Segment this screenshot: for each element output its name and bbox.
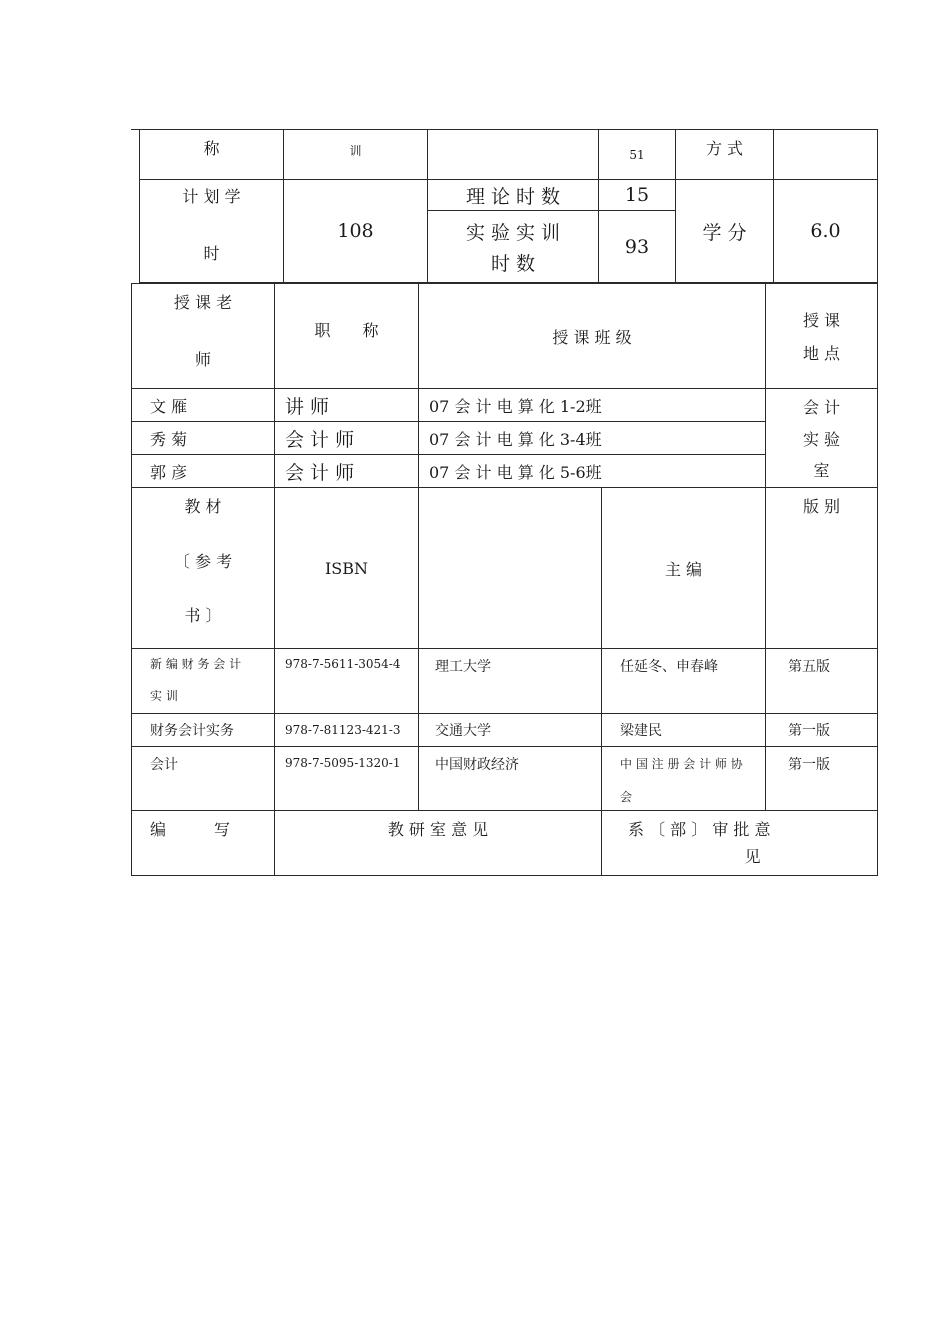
publisher-header	[419, 488, 602, 649]
editor-header: 主 编	[602, 488, 766, 649]
theory-hours-label: 理 论 时 数	[428, 180, 599, 211]
practice-hours-label: 实 验 实 训 时 数	[428, 211, 599, 283]
book-edition: 第一版	[766, 747, 878, 811]
book-isbn: 978-7-5611-3054-4	[275, 649, 419, 714]
book-editor: 中 国 注 册 会 计 师 协 会	[602, 747, 766, 811]
book-editor: 梁建民	[602, 714, 766, 747]
book-row	[132, 747, 878, 811]
textbook-header: 教 材 〔 参 考 书 〕	[132, 488, 275, 649]
teacher-title: 讲 师	[275, 389, 419, 422]
teacher-name: 郭 彦	[132, 455, 275, 488]
course-info-table	[139, 129, 878, 283]
teacher-row	[132, 389, 878, 422]
teacher-class: 07 会 计 电 算 化 3-4班	[419, 422, 766, 455]
course-name-label: 称	[140, 130, 284, 180]
book-title: 新 编 财 务 会 计 实 训	[132, 649, 275, 714]
credit-value: 6.0	[774, 180, 878, 283]
teaching-plan-table	[131, 283, 878, 876]
book-edition: 第五版	[766, 649, 878, 714]
course-blank-cell	[428, 130, 599, 180]
book-publisher: 理工大学	[419, 649, 602, 714]
book-edition: 第一版	[766, 714, 878, 747]
teacher-header: 授 课 老 师	[132, 284, 275, 389]
book-title: 财务会计实务	[132, 714, 275, 747]
classes-header: 授 课 班 级	[419, 284, 766, 389]
book-title: 会计	[132, 747, 275, 811]
isbn-header: ISBN	[275, 488, 419, 649]
book-row	[132, 649, 878, 714]
credit-label: 学 分	[676, 180, 774, 283]
book-publisher: 中国财政经济	[419, 747, 602, 811]
book-isbn: 978-7-81123-421-3	[275, 714, 419, 747]
teacher-class: 07 会 计 电 算 化 5-6班	[419, 455, 766, 488]
book-publisher: 交通大学	[419, 714, 602, 747]
teacher-title: 会 计 师	[275, 422, 419, 455]
course-name-value: 训	[284, 130, 428, 180]
place-header: 授 课 地 点	[766, 284, 878, 389]
dept-approval-cell: 系 〔 部 〕 审 批 意 见	[602, 811, 878, 876]
practice-hours-value: 93	[599, 211, 676, 283]
course-hours-value: 51	[599, 130, 676, 180]
book-row	[132, 714, 878, 747]
teacher-title: 会 计 师	[275, 455, 419, 488]
teacher-name: 秀 菊	[132, 422, 275, 455]
book-editor: 任延冬、申春峰	[602, 649, 766, 714]
teaching-place: 会 计 实 验 室	[766, 389, 878, 488]
theory-hours-value: 15	[599, 180, 676, 211]
exam-mode-value	[774, 130, 878, 180]
border-tick	[131, 129, 139, 130]
book-isbn: 978-7-5095-1320-1	[275, 747, 419, 811]
office-opinion-cell: 教 研 室 意 见	[275, 811, 602, 876]
exam-mode-label: 方 式	[676, 130, 774, 180]
teacher-class: 07 会 计 电 算 化 1-2班	[419, 389, 766, 422]
edition-header: 版 别	[766, 488, 878, 649]
title-header: 职 称	[275, 284, 419, 389]
teacher-name: 文 雁	[132, 389, 275, 422]
plan-hours-label: 计 划 学 时	[140, 180, 284, 283]
plan-hours-value: 108	[284, 180, 428, 283]
author-cell: 编 写	[132, 811, 275, 876]
